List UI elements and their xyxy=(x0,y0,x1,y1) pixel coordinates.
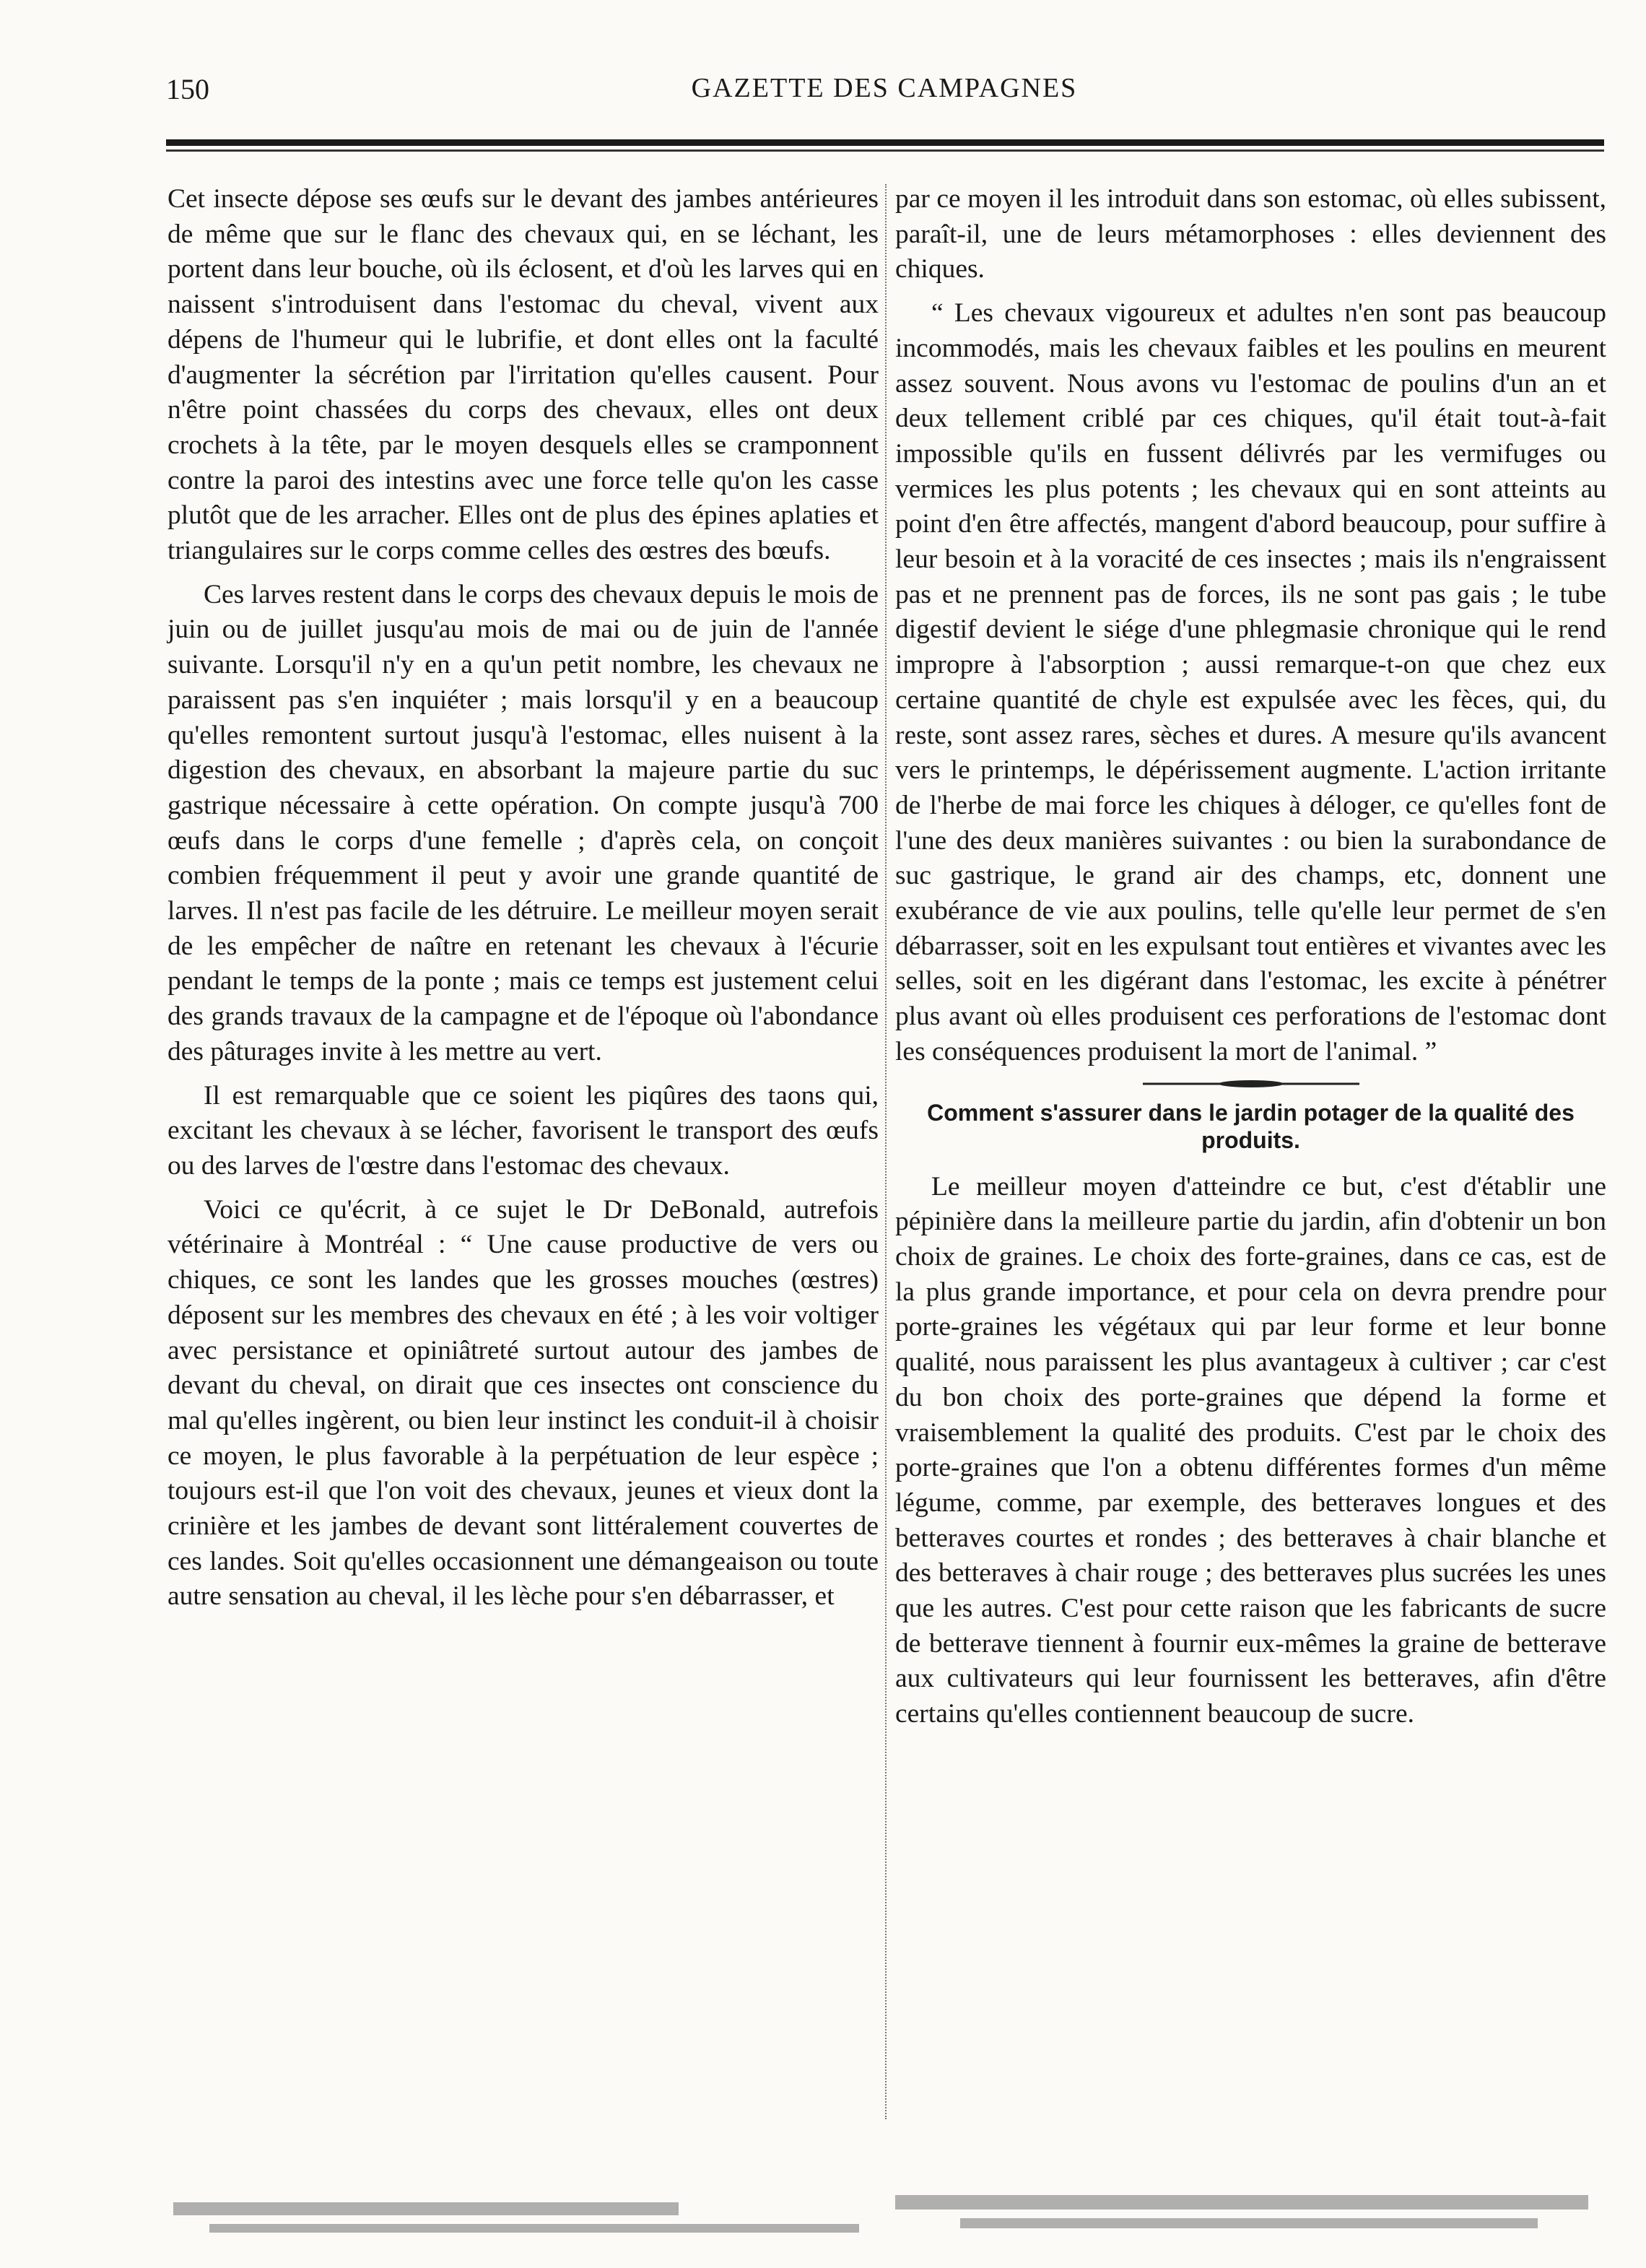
paragraph: Il est remarquable que ce soient les piqûres des taons qui, excitant les chevaux à se lécher, favorisent le transport des œufs ou des larves de l'œstre dans l'estomac des chevaux. xyxy=(167,1080,879,1181)
page-number: 150 xyxy=(166,73,209,105)
left-column xyxy=(167,182,879,1623)
column-divider xyxy=(885,184,887,2119)
header-rule-thick xyxy=(166,139,1604,146)
right-column xyxy=(895,182,1606,1741)
paragraph: “ Les chevaux vigoureux et adultes n'en sont pas beaucoup incommodés, mais les chevaux faibles et les poulins en meurent assez souvent. Nous avons vu l'estomac de poulins d'un an et deux tellement criblé par ces chiques, qu'il était tout-à-fait impossible qu'ils en fussent délivrés par les vermifuges ou vermices les plus potents ; les chevaux qui en sont atteints au point d'en être affectés, mangent d'abord beaucoup, pour suffire à leur besoin et à la voracité de ces insectes ; mais ils n'engraissent pas et ne prennent pas de forces, ils ne sont pas gais ; le tube digestif devient le siége d'une phlegmasie chronique qui le rend impropre à l'absorption ; aussi remarque-t-on que chez eux certaine quantité de chyle est expulsée avec les fèces, qui, du reste, sont assez rares, sèches et dures. A mesure qu'ils avancent vers le printemps, le dépérissement augmente. L'action irritante de l'herbe de mai force les chiques à déloger, ce qu'elles font de l'une des deux manières suivantes : ou bien la surabondance de suc gastrique, le grand air des champs, etc, donnent une exubérance de vie aux poulins, telle qu'elle leur permet de s'en débarrasser, soit en les expulsant tout entières et vivantes avec les selles, soit en les digérant dans l'estomac, les excite à pénétrer plus avant où elles produisent ces perforations de l'estomac dont les conséquences produisent la mort de l'animal. ” xyxy=(895,298,1606,1066)
paragraph: par ce moyen il les introduit dans son estomac, où elles subissent, paraît-il, une de leurs métamorphoses : elles deviennent des chiques. xyxy=(895,184,1606,284)
paragraph: Le meilleur moyen d'atteindre ce but, c'est d'établir une pépinière dans la meilleure partie du jardin, afin d'obtenir un bon choix de graines. Le choix des forte-graines, dans ce cas, est de la plus grande importance, et pour cela on devra prendre pour porte-graines les végétaux qui par leur forme et leur bonne qualité, nous paraissent les plus avantageux à cultiver ; car c'est du bon choix des porte-graines que dépend la forme et vraisemblement la qualité des produits. C'est par le choix des porte-graines que l'on a obtenu différentes formes d'un même légume, comme, par exemple, des betteraves longues et des betteraves courtes et rondes ; des betteraves à chair blanche et des betteraves à chair rouge ; des betteraves plus sucrées les unes que les autres. C'est pour cette raison que les fabricants de sucre de betterave tiennent à fournir eux-mêmes la graine de betterave aux cultivateurs qui leur fournissent les betteraves, afin d'être certains qu'elles contiennent beaucoup de sucre. xyxy=(895,1171,1606,1729)
section-title: Comment s'assurer dans le jardin potager de la qualité des produits. xyxy=(927,1099,1575,1153)
paragraph: Ces larves restent dans le corps des chevaux depuis le mois de juin ou de juillet jusqu'au mois de mai ou de juin de l'année suivante. Lorsqu'il n'y en a qu'un petit nombre, les chevaux ne paraissent pas s'en inquiéter ; mais lorsqu'il y en a beaucoup qu'elles remontent surtout jusqu'à l'estomac, elles nuisent à la digestion des chevaux, en absorbant la majeure partie du suc gastrique nécessaire à cette opération. On compte jusqu'à 700 œufs dans le corps d'une femelle ; d'après cela, on conçoit combien fréquemment il peut y avoir une grande quantité de larves. Il n'est pas facile de les détruire. Le meilleur moyen serait de les empêcher de naître en retenant les chevaux à l'écurie pendant le temps de la ponte ; mais ce temps est justement celui des grands travaux de la campagne et de l'époque où l'abondance des pâturages invite à les mettre au vert. xyxy=(167,579,879,1066)
running-title: GAZETTE DES CAMPAGNES xyxy=(691,73,1078,103)
page-header xyxy=(166,65,1603,108)
paragraph: Voici ce qu'écrit, à ce sujet le Dr DeBonald, autrefois vétérinaire à Montréal : “ Une cause productive de vers ou chiques, ce sont les landes que les grosses mouches (œstres) déposent sur les membres des chevaux en été ; à les voir voltiger avec persistance et opiniâtreté surtout autour des jambes de devant du cheval, on dirait que ces insectes ont conscience du mal qu'elles ingèrent, ou bien leur instinct les conduit-il à choisir ce moyen, le plus favorable à la perpétuation de leur espèce ; toujours est-il que l'on voit des chevaux, jeunes et vieux dont la crinière et les jambes de devant sont littéralement couvertes de ces landes. Soit qu'elles occasionnent une démangeaison ou toute autre sensation au cheval, il les lèche pour s'en débarrasser, et xyxy=(167,1194,879,1612)
section-separator-ornament xyxy=(1143,1079,1359,1089)
paragraph: Cet insecte dépose ses œufs sur le devant des jambes antérieures de même que sur le flanc des chevaux qui, en se léchant, les portent dans leur bouche, où ils éclosent, et d'où les larves qui en naissent s'introduisent dans l'estomac du cheval, vivent aux dépens de l'humeur qui le lubrifie, et dont elles ont la faculté d'augmenter la sécrétion par l'irritation qu'elles causent. Pour n'être point chassées du corps des chevaux, elles ont deux crochets à la tête, par le moyen desquels elles se cramponnent contre la paroi des intestins avec une force telle qu'on les casse plutôt que de les arracher. Elles ont de plus des épines aplaties et triangulaires sur le corps comme celles des œstres des bœufs. xyxy=(167,184,879,566)
header-rule-thin xyxy=(166,149,1604,152)
page-bottom-noise xyxy=(166,2173,1603,2253)
